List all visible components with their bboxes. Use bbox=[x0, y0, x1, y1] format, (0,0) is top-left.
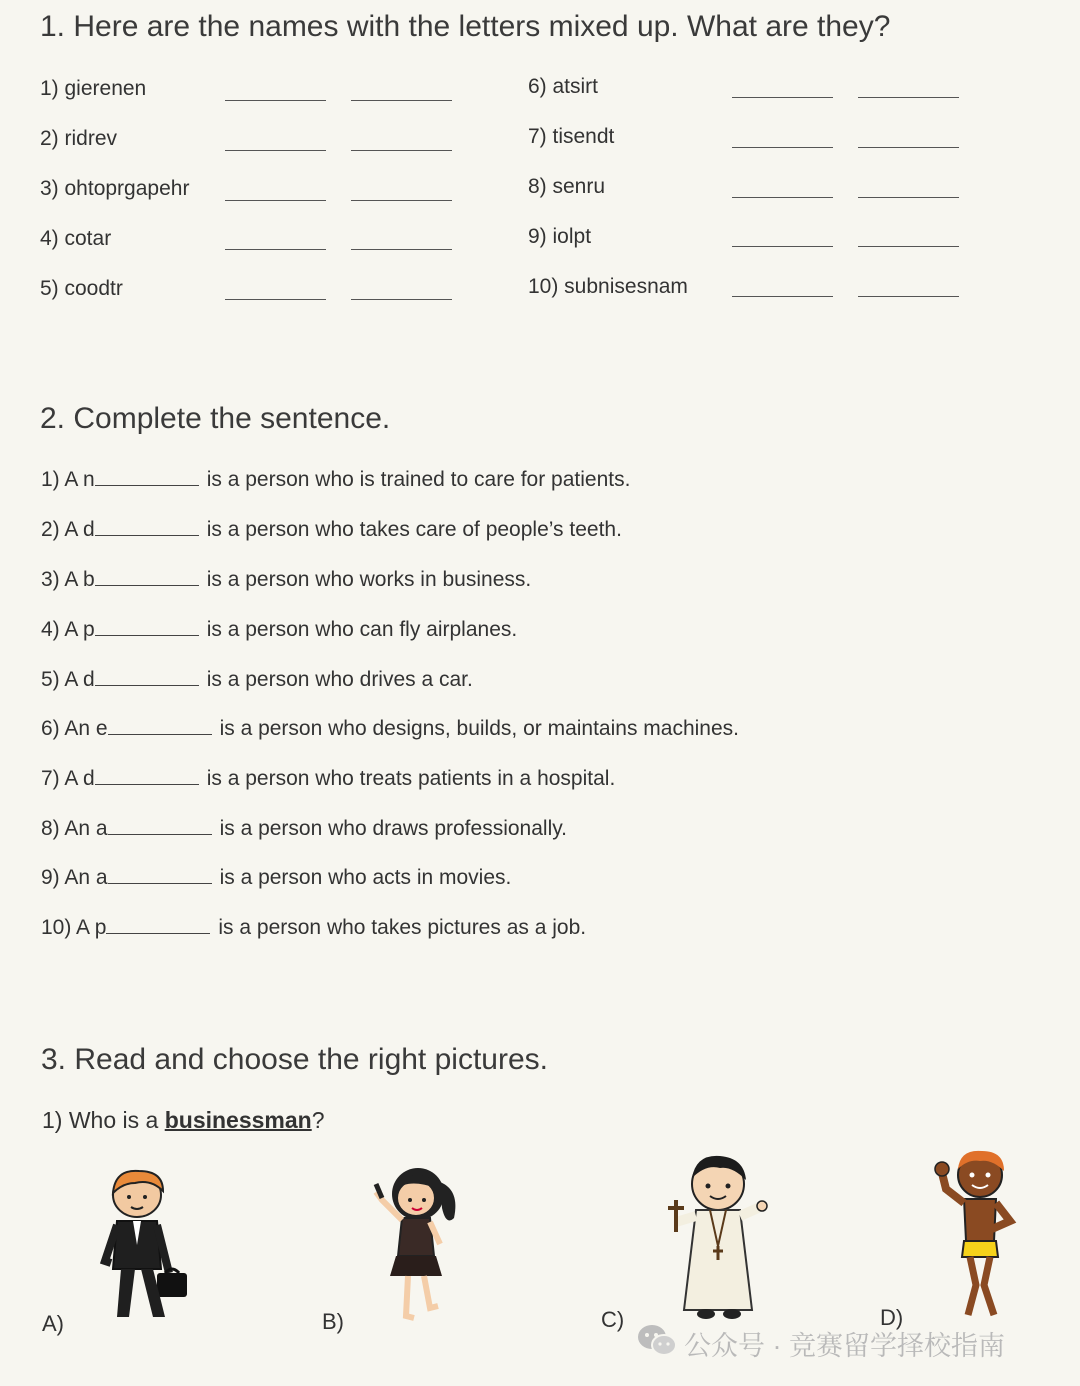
sentence-item bbox=[41, 817, 567, 841]
answer-blank[interactable] bbox=[858, 147, 959, 148]
girl-picture[interactable] bbox=[368, 1160, 468, 1325]
sentence-item bbox=[41, 767, 615, 791]
answer-blank[interactable] bbox=[225, 200, 326, 201]
answer-blank[interactable] bbox=[225, 150, 326, 151]
answer-blank[interactable] bbox=[225, 299, 326, 300]
sentence-blank[interactable] bbox=[95, 571, 199, 586]
option-label-d[interactable]: D) bbox=[880, 1305, 904, 1330]
answer-blank[interactable] bbox=[732, 296, 833, 297]
sentence-rest: is a person who can fly airplanes. bbox=[206, 618, 518, 641]
answer-blank[interactable] bbox=[225, 100, 326, 101]
scramble-item: 5) coodtr bbox=[40, 277, 123, 300]
option-label-b[interactable]: B) bbox=[322, 1309, 344, 1334]
scramble-item: 9) iolpt bbox=[528, 225, 592, 248]
sentence-lead: 4) A p bbox=[41, 618, 95, 641]
sentence-rest: is a person who drives a car. bbox=[206, 668, 473, 691]
sentence-item bbox=[41, 866, 511, 890]
scramble-item: 2) ridrev bbox=[40, 127, 118, 150]
athlete-picture[interactable] bbox=[930, 1145, 1025, 1325]
sentence-item bbox=[41, 618, 517, 642]
sentence-blank[interactable] bbox=[95, 521, 199, 536]
priest-picture[interactable] bbox=[662, 1150, 777, 1320]
answer-blank[interactable] bbox=[351, 200, 452, 201]
scramble-item: 10) subnisesnam bbox=[528, 275, 688, 298]
sentence-blank[interactable] bbox=[95, 471, 199, 486]
section3-heading: 3. Read and choose the right pictures. bbox=[41, 1043, 548, 1076]
sentence-rest: is a person who works in business. bbox=[206, 568, 532, 591]
sentence-lead: 6) An e bbox=[41, 717, 108, 740]
scramble-item: 6) atsirt bbox=[528, 75, 599, 98]
scramble-item: 4) cotar bbox=[40, 227, 112, 250]
wechat-icon bbox=[636, 1322, 678, 1360]
sentence-rest: is a person who takes pictures as a job. bbox=[218, 916, 587, 939]
sentence-blank[interactable] bbox=[95, 671, 199, 686]
answer-blank[interactable] bbox=[732, 97, 833, 98]
question-prefix: 1) Who is a bbox=[42, 1107, 165, 1133]
sentence-lead: 3) A b bbox=[41, 568, 95, 591]
answer-blank[interactable] bbox=[858, 197, 959, 198]
sentence-lead: 2) A d bbox=[41, 518, 95, 541]
sentence-blank[interactable] bbox=[95, 770, 199, 785]
sentence-item bbox=[41, 916, 586, 940]
answer-blank[interactable] bbox=[351, 249, 452, 250]
section1-heading: 1. Here are the names with the letters mixed up. What are they? bbox=[40, 10, 891, 43]
sentence-rest: is a person who designs, builds, or maintains machines. bbox=[219, 717, 739, 740]
scramble-item: 8) senru bbox=[528, 175, 606, 198]
sentence-blank[interactable] bbox=[95, 621, 199, 636]
sentence-lead: 8) An a bbox=[41, 817, 108, 840]
sentence-lead: 10) A p bbox=[41, 916, 107, 939]
answer-blank[interactable] bbox=[732, 197, 833, 198]
question-suffix: ? bbox=[311, 1107, 325, 1133]
question-keyword: businessman bbox=[164, 1107, 312, 1133]
answer-blank[interactable] bbox=[858, 296, 959, 297]
watermark-text: 公众号 · 竞赛留学择校指南 bbox=[684, 1331, 1005, 1361]
sentence-lead: 5) A d bbox=[41, 668, 95, 691]
businessman-picture[interactable] bbox=[95, 1165, 195, 1325]
question-text bbox=[42, 1107, 325, 1134]
answer-blank[interactable] bbox=[858, 97, 959, 98]
sentence-item bbox=[41, 518, 622, 542]
answer-blank[interactable] bbox=[732, 246, 833, 247]
sentence-rest: is a person who draws professionally. bbox=[219, 817, 568, 840]
answer-blank[interactable] bbox=[351, 100, 452, 101]
option-label-c[interactable]: C) bbox=[601, 1307, 625, 1332]
answer-blank[interactable] bbox=[858, 246, 959, 247]
sentence-item bbox=[41, 468, 630, 492]
scramble-item: 7) tisendt bbox=[528, 125, 615, 148]
sentence-item bbox=[41, 717, 739, 741]
sentence-rest: is a person who acts in movies. bbox=[219, 866, 512, 889]
scramble-item: 1) gierenen bbox=[40, 77, 147, 100]
sentence-rest: is a person who is trained to care for patients. bbox=[206, 468, 631, 491]
section2-heading: 2. Complete the sentence. bbox=[40, 402, 391, 435]
sentence-blank[interactable] bbox=[108, 869, 212, 884]
scramble-item: 3) ohtoprgapehr bbox=[40, 177, 190, 200]
answer-blank[interactable] bbox=[351, 150, 452, 151]
sentence-rest: is a person who treats patients in a hospital. bbox=[206, 767, 616, 790]
sentence-lead: 7) A d bbox=[41, 767, 95, 790]
sentence-lead: 1) A n bbox=[41, 468, 95, 491]
sentence-blank[interactable] bbox=[108, 820, 212, 835]
answer-blank[interactable] bbox=[351, 299, 452, 300]
option-label-a[interactable]: A) bbox=[42, 1311, 64, 1336]
sentence-blank[interactable] bbox=[108, 720, 212, 735]
sentence-blank[interactable] bbox=[106, 919, 210, 934]
sentence-item bbox=[41, 668, 473, 692]
sentence-rest: is a person who takes care of people’s teeth. bbox=[206, 518, 622, 541]
sentence-item bbox=[41, 568, 531, 592]
sentence-lead: 9) An a bbox=[41, 866, 108, 889]
answer-blank[interactable] bbox=[732, 147, 833, 148]
answer-blank[interactable] bbox=[225, 249, 326, 250]
